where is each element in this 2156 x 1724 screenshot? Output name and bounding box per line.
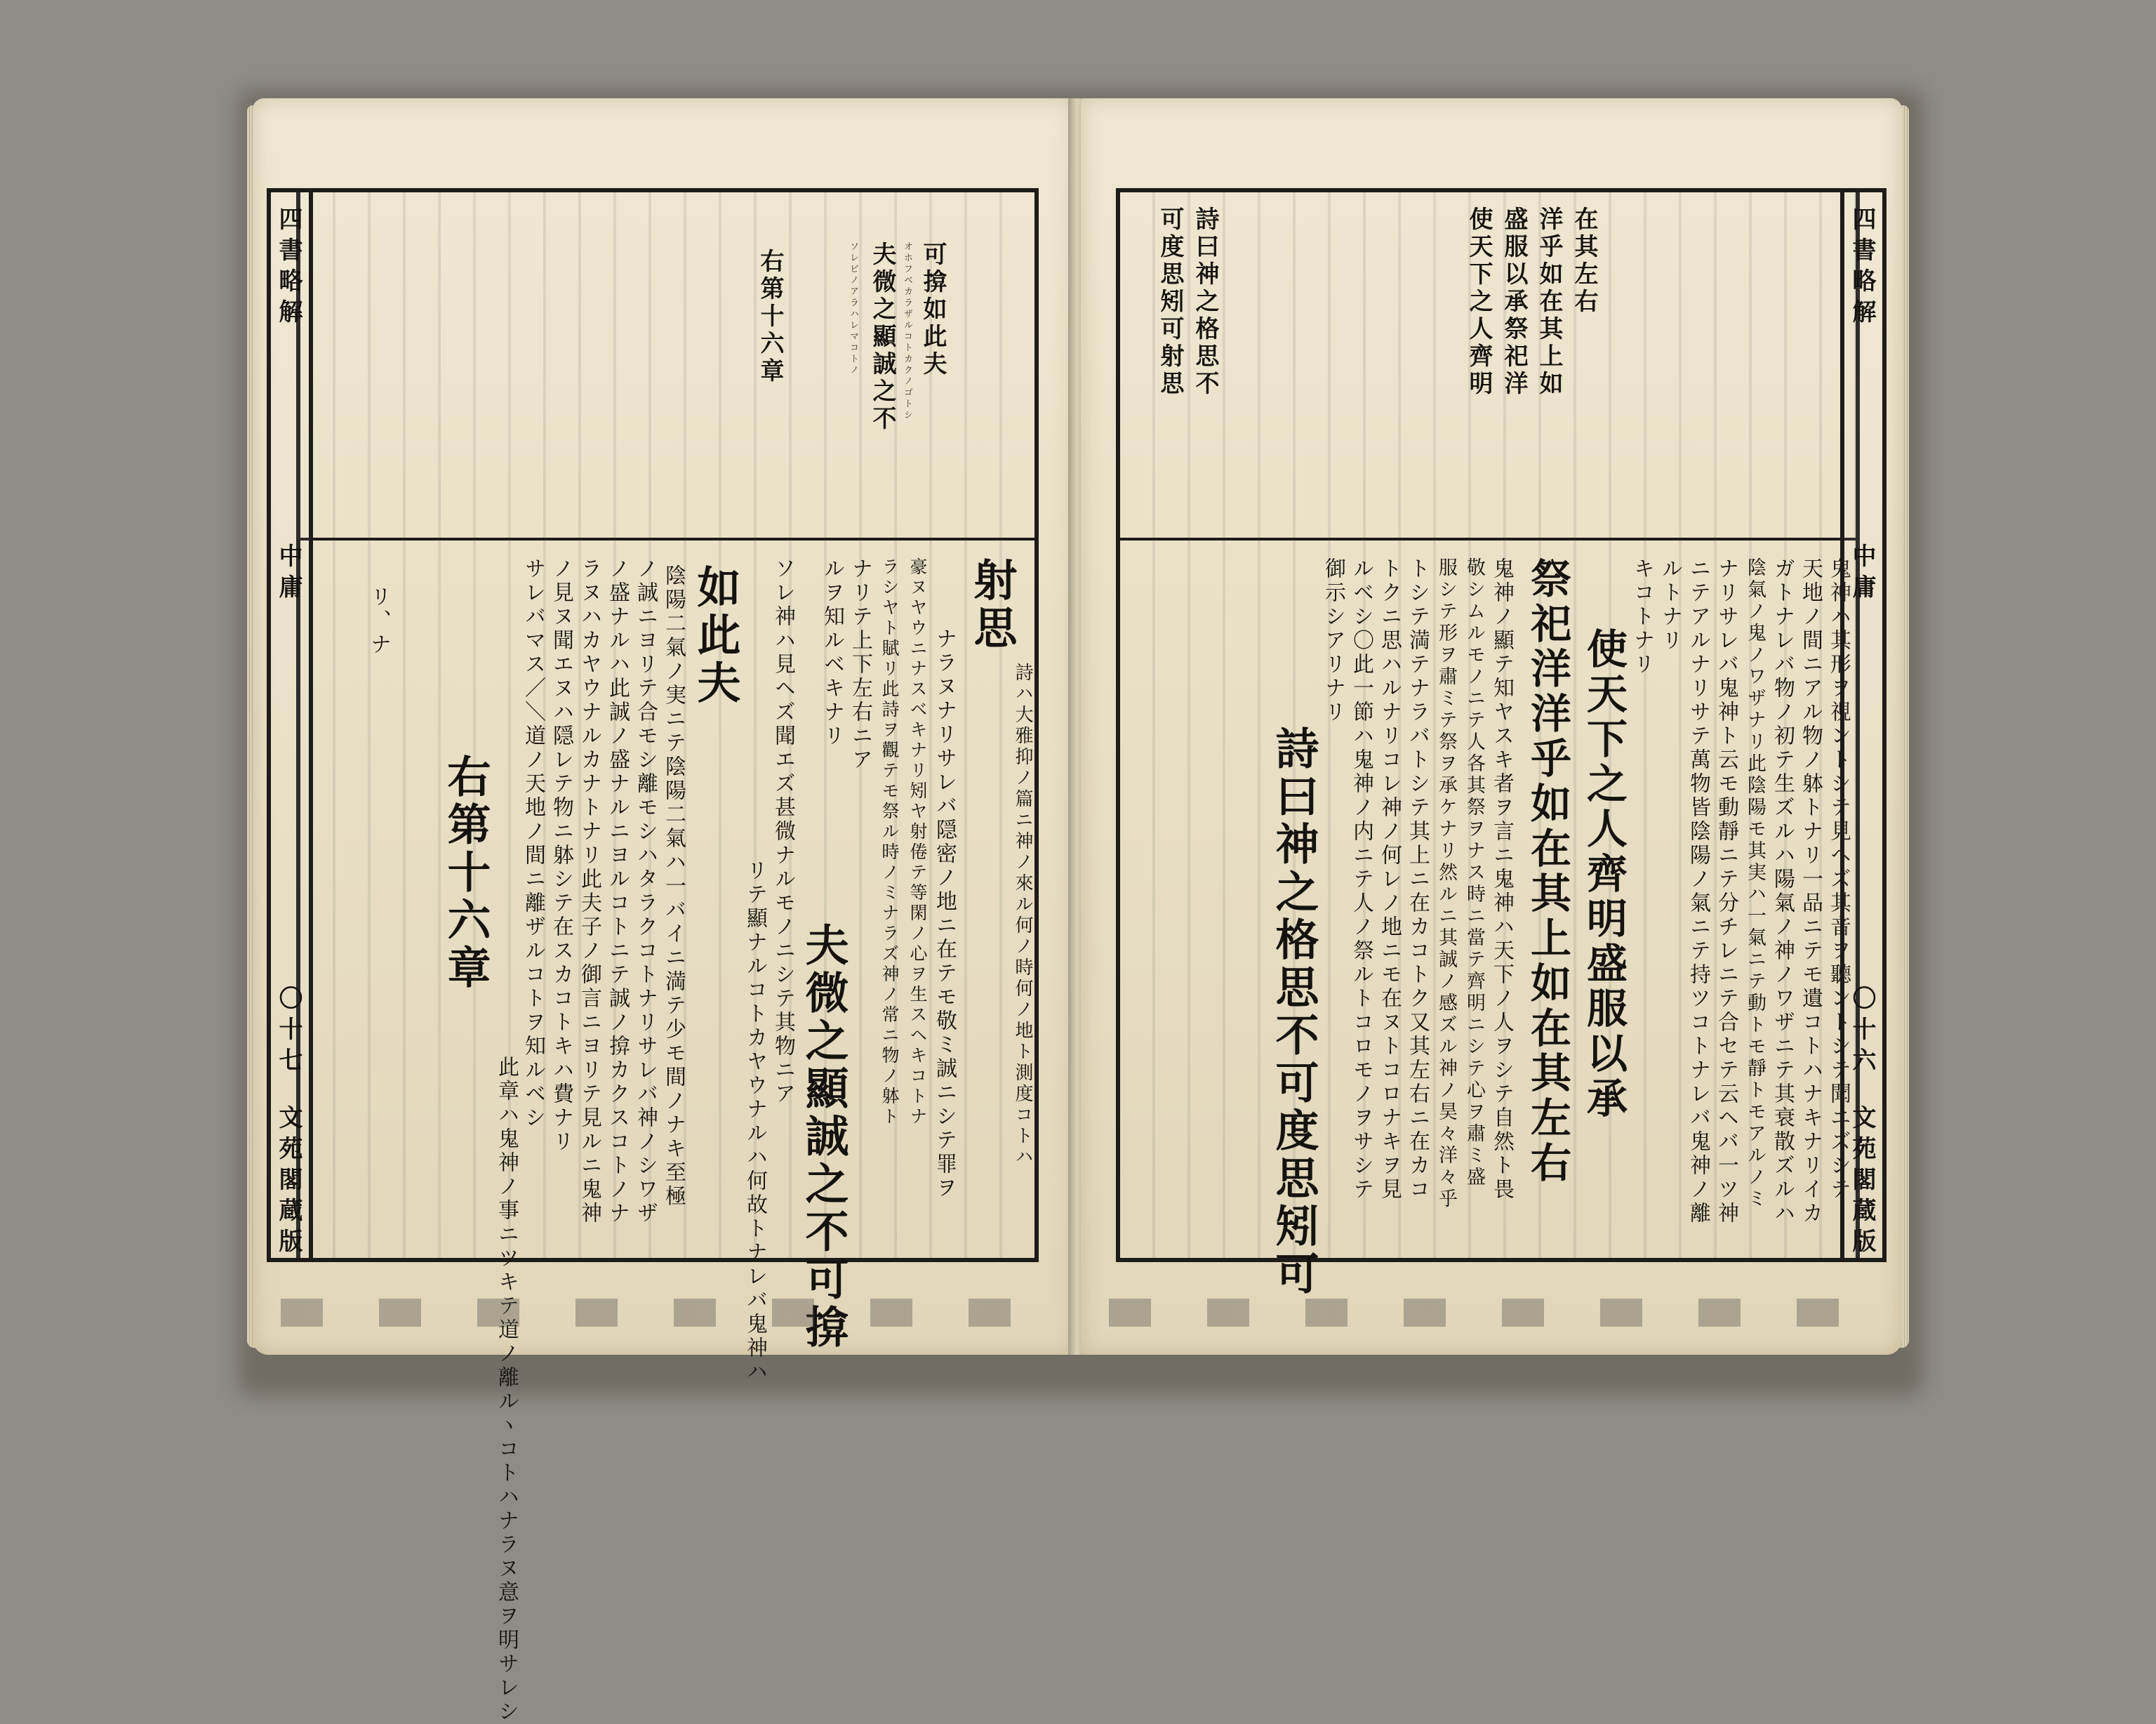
left-main-col-7: ノ盛ナルハ此誠ノ盛ナルニヨルコトニテ誠ノ揜カクスコトノナ: [605, 557, 630, 1226]
right-main-col-16: 御示シアリナリ: [1321, 557, 1345, 724]
left-main-col-6: ラヌハカヤウナルカナトナリ此夫子ノ御言ニヨリテ見ルニ鬼神: [577, 557, 601, 1226]
right-main-col-10: 鬼神ノ顯テ知ヤスキ者ヲ言ニ鬼神ハ天下ノ人ヲシテ自然ト畏: [1489, 557, 1514, 1202]
left-upper-rubi-2: オホフベカラザルコトカクノゴトシ: [902, 241, 912, 421]
right-main-col-15: ルベシ〇此一節ハ鬼神ノ内ニテ人ノ祭ルトコロモノヲサシテ: [1349, 557, 1373, 1202]
right-main-col-17: 詩曰神之格思不可度思矧可: [1268, 726, 1319, 1299]
right-main-col-13: トシテ満テナラバトシテ其上ニ在カコトク又其左右ニ在カコ: [1405, 557, 1430, 1202]
right-margin-chapter: 中庸: [1848, 543, 1876, 605]
left-main-col-14: ルヲ知ルベキナリ: [820, 557, 844, 748]
right-upper-text-5: 詩曰神之格思不: [1191, 206, 1219, 398]
left-main-col-9: 陰陽二氣ノ実ニテ陰陽二氣ハ一バイニ満テ少モ間ノナキ至極: [661, 564, 686, 1209]
right-margin-title: 四書略解: [1848, 206, 1876, 330]
left-margin-publisher: 文苑閣蔵版: [274, 1105, 302, 1259]
right-bottom-bleed: [1109, 1299, 1874, 1327]
right-margin-folio: 〇十六: [1848, 986, 1876, 1078]
left-margin-strip: [267, 188, 313, 1262]
left-main-col-2: 右第十六章: [440, 754, 491, 993]
right-main-col-6: ルトナリ: [1658, 557, 1682, 653]
left-margin-title: 四書略解: [274, 206, 302, 330]
left-main-col-1: リ、ナ: [366, 585, 391, 657]
left-upper-chapter-heading: 右第十六章: [756, 248, 784, 385]
right-upper-text-4: 在其左右: [1570, 206, 1598, 316]
right-margin-strip: [1840, 188, 1886, 1262]
left-main-col-20: 詩ハ大雅抑ノ篇ニ神ノ來ル何ノ時何ノ地ト測度コトハ: [1012, 663, 1033, 1168]
left-margin-folio: 〇十七: [274, 986, 302, 1078]
left-page: [253, 98, 1074, 1724]
right-main-col-1: 天地ノ間ニアル物ノ躰トナリ一品ニテモ遺コトハナキナリイカ: [1798, 557, 1823, 1226]
right-main-col-0: 鬼神ハ其形ヲ視ントシテ見ヘズ其音ヲ聽ントシテ聞エズシテ: [1826, 557, 1851, 1202]
right-upper-text-2: 盛服以承祭祀洋: [1500, 206, 1528, 398]
left-main-col-3: 此章ハ鬼神ノ事ニツキテ道ノ離ルヽコトハナラヌ意ヲ明サレシ: [494, 1056, 519, 1724]
left-main-col-5: ノ見ヌ聞エヌハ隠レテ物ニ躰シテ在スカコトキハ費ナリ: [549, 557, 573, 1154]
left-main-col-18: ナラヌナリサレバ隠密ノ地ニ在テモ敬ミ誠ニシテ罪ヲ: [932, 628, 957, 1200]
left-upper-text-1: 夫微之顯誠之不: [868, 241, 896, 433]
left-header-rule: [300, 538, 1034, 541]
right-main-col-7: キコトナリ: [1630, 557, 1654, 677]
right-main-col-12: 服シテ形ヲ肅ミテ祭ヲ承ケナリ然ルニ其誠ノ感ズル神ノ昊々洋々乎: [1435, 557, 1457, 1210]
right-margin-publisher: 文苑閣蔵版: [1848, 1105, 1876, 1259]
right-main-col-5: ニテアルナリサテ萬物皆陰陽ノ氣ニテ持ツコトナレバ鬼神ノ離: [1686, 557, 1710, 1226]
left-main-col-12: ソレ神ハ見ヘズ聞エズ甚微ナルモノニシテ其物ニア: [771, 557, 795, 1106]
left-upper-text-2: 可揜如此夫: [919, 241, 947, 378]
left-main-col-8: ノ誠ニヨリテ合モシ離モシハタラクコトナリサレバ神ノシワザ: [633, 557, 658, 1226]
right-header-rule: [1120, 538, 1856, 541]
right-upper-text-3: 洋乎如在其上如: [1535, 206, 1563, 398]
right-main-col-2: ガトナレバ物ノ初テ生ズルハ陽氣ノ神ノワザニテ其衰散ズルハ: [1770, 557, 1795, 1226]
left-main-col-17: 豪ヌヤウニナスベキナリ矧ヤ射倦テ等閑ノ心ヲ生スヘキコトナ: [907, 557, 928, 1127]
left-main-col-15: ナリテ上下左右ニア: [848, 557, 872, 772]
left-bottom-bleed: [281, 1299, 1046, 1327]
right-main-col-3: 陰氣ノ鬼ノワザナリ此陰陽モ其実ハ一氣ニテ動トモ靜トモアルノミ: [1744, 557, 1766, 1210]
left-upper-rubi-1: ソレビノアラハレマコトノ: [848, 241, 858, 376]
right-upper-text-6: 可度思矧可射思: [1156, 206, 1184, 398]
left-main-col-4: サレバマス／＼道ノ天地ノ間ニ離ザルコトヲ知ルベシ: [521, 557, 545, 1130]
right-text-frame: [1116, 188, 1860, 1299]
left-main-col-19: 射思: [966, 557, 1018, 653]
left-main-col-13: 夫微之顯誠之不可揜: [798, 922, 849, 1352]
left-text-frame: [296, 188, 1039, 1724]
right-main-col-9: 祭祀洋洋乎如在其上如在其左右: [1524, 557, 1571, 1186]
right-page: [1081, 98, 1902, 1355]
left-main-col-10: 如此夫: [690, 564, 741, 708]
right-upper-text-1: 使天下之人齊明: [1465, 206, 1493, 398]
right-main-col-11: 敬シムルモノニテ人各其祭ヲナス時ニ當テ齊明ニシテ心ヲ肅ミ盛: [1463, 557, 1485, 1188]
left-main-col-16: ラシヤト賦リ此詩ヲ觀テモ祭ル時ノミナラズ神ノ常ニ物ノ躰ト: [879, 557, 900, 1127]
right-main-col-14: トクニ思ハルナリコレ神ノ何レノ地ニモ在ヌトコロナキヲ見: [1377, 557, 1402, 1202]
right-main-col-4: ナリサレバ鬼神ト云モ動靜ニテ分チレニテ合セテ云ヘバ一ツ神: [1714, 557, 1738, 1226]
right-main-col-8: 使天下之人齊明盛服以承: [1580, 628, 1628, 1122]
left-main-col-11: リテ顯ナルコトカヤウナルハ何故トナレバ鬼神ハ: [743, 859, 767, 1384]
left-margin-chapter: 中庸: [274, 543, 302, 605]
